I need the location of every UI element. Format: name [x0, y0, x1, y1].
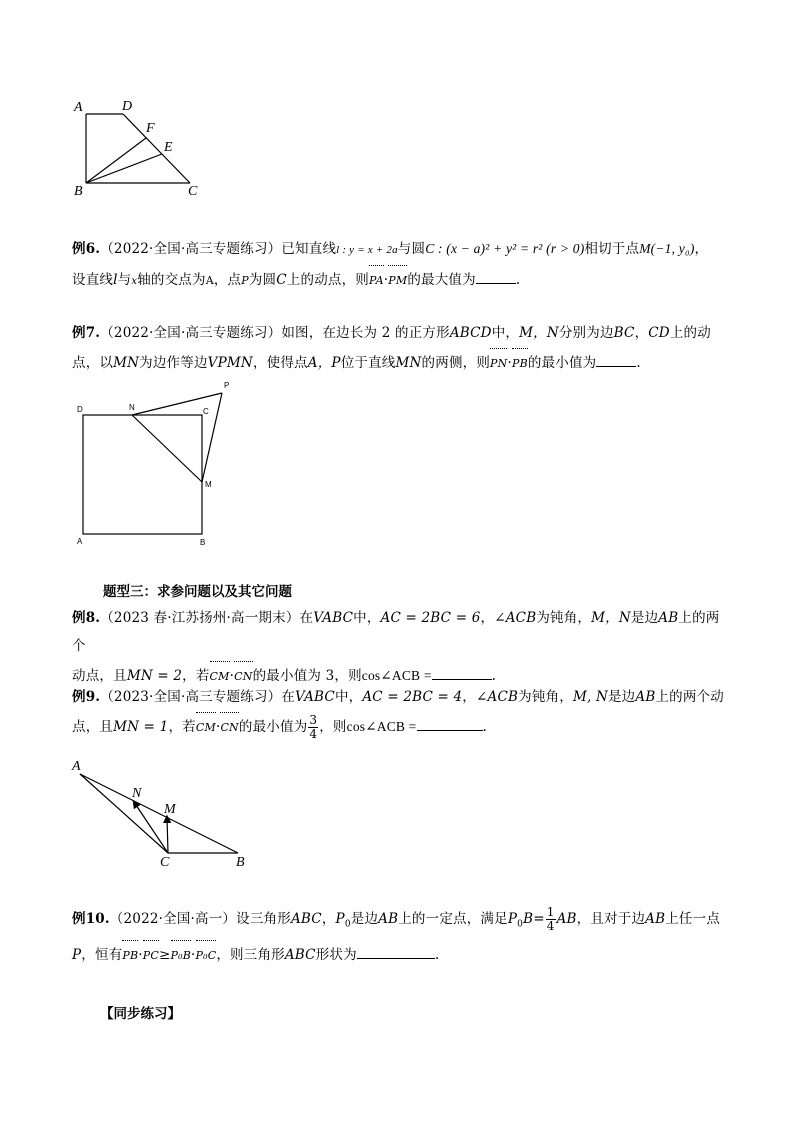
vector-p0c: P₀C — [196, 939, 217, 970]
example-label: 例10 — [72, 911, 105, 927]
example-9: 例9.（2023·全国·高三专题练习）在VABC中，AC = 2BC = 4，∠ACB为钝角，M, N是边AB上的两个动 点，且MN = 1，若CM·CN的最小值为 $\frac{3}{4}$ ，则cos∠ACB = . — [72, 689, 724, 741]
text: 如图，在边长为 2 的正方形 — [281, 325, 450, 341]
text: ，则三角形 — [216, 946, 285, 963]
label-a: A — [74, 100, 83, 115]
source: （2022·全国·高一） — [109, 911, 237, 927]
text: ，若 — [168, 719, 196, 735]
example-label: 例6 — [72, 241, 96, 257]
text: 的最小值为 — [238, 719, 308, 735]
var: AB — [658, 610, 679, 626]
text: 设三角形 — [236, 911, 291, 927]
circle-eq: C : (x − a)² + y² = r² (r > 0) — [425, 241, 585, 256]
var: AB — [378, 911, 399, 927]
angle: ∠ACB — [476, 689, 519, 705]
text: 在 — [281, 689, 296, 705]
var: MN — [113, 355, 140, 371]
example-label: 例7 — [72, 325, 96, 341]
var: ABC — [290, 911, 322, 927]
equation: B= — [523, 911, 545, 927]
var: A — [205, 274, 214, 287]
text: ， — [694, 241, 709, 257]
text: ， — [634, 325, 649, 341]
text: . — [515, 272, 521, 288]
segment-be — [86, 154, 162, 183]
text: ，则 — [319, 719, 347, 735]
label-d: D — [77, 405, 83, 414]
var: VPMN — [207, 355, 253, 371]
text: 位于直线 — [340, 355, 396, 371]
var: M，N — [591, 610, 631, 626]
text: 点，且 — [72, 719, 114, 735]
fraction-three-quarters — [308, 714, 318, 741]
fraction-one-quarter — [546, 906, 556, 933]
equation: MN = 1 — [113, 719, 169, 735]
text: 轴的交点为 — [137, 272, 206, 288]
figure-triangle — [68, 758, 258, 873]
var: AB — [635, 689, 656, 705]
var: P — [507, 911, 518, 927]
text: 中， — [334, 689, 363, 705]
sync-practice-heading: 【同步练习】 — [100, 1006, 181, 1022]
subscript: 0 — [344, 919, 351, 930]
label-b: B — [236, 855, 245, 870]
example-10: 例10.（2022·全国·高一）设三角形ABC，$P_0$是边AB上的一定点，满足$P_0B=$ $\frac{1}{4}$ AB，且对于边AB上任一点 P，恒有PB·PC≥P₀B·P₀C，则三角形ABC形状为 . — [72, 905, 732, 970]
text: 中， — [491, 325, 520, 341]
edge-ac — [80, 774, 168, 853]
angle: ∠ACB — [494, 610, 537, 626]
equation: AC = 2BC = 6 — [380, 610, 481, 626]
label-p: P — [224, 381, 230, 390]
square-diagram — [72, 378, 242, 550]
equation: AC = 2BC = 4 — [362, 689, 463, 705]
source: （2023 春·江苏扬州·高一期末） — [100, 610, 300, 626]
segment-bf — [86, 138, 146, 183]
answer-blank[interactable] — [417, 716, 483, 731]
text: 上的一定点，满足 — [398, 911, 508, 927]
text: . — [434, 946, 440, 963]
answer-blank[interactable] — [357, 944, 435, 959]
example-7: 例7.（2022·全国·高三专题练习）如图，在边长为 2 的正方形ABCD中，M，N分别为边BC，CD上的动 点，以MN为边作等边VPMN，使得点A，P位于直线MN的两侧，则PN·PB的最小值为 . — [72, 319, 732, 378]
text: 的最小值为 3，则 — [252, 668, 362, 684]
denominator: 4 — [309, 727, 318, 741]
text: 分别为边 — [558, 325, 614, 341]
ge-sign: ≥ — [159, 946, 171, 963]
label-n: N — [129, 403, 135, 412]
text: 为钝角， — [518, 689, 573, 705]
text: . — [636, 355, 641, 371]
var: P — [335, 911, 345, 927]
vector-cm: CM — [210, 660, 230, 691]
text: 上的动点，则 — [286, 272, 369, 288]
text: ，若 — [182, 668, 210, 684]
text: 点，以 — [72, 355, 114, 371]
numerator: 1 — [546, 905, 555, 919]
var: M，N — [519, 325, 559, 341]
text: 中， — [353, 610, 381, 626]
text: 上的动 — [669, 325, 711, 341]
label-c: C — [188, 184, 198, 199]
text: 的最大值为 — [407, 272, 476, 288]
label-f: F — [146, 121, 155, 136]
label-c: C — [203, 407, 209, 416]
vector-cn: CN — [220, 711, 238, 742]
label-d: D — [122, 99, 133, 114]
text: ， — [480, 610, 495, 626]
text: 上的两个 — [72, 610, 720, 654]
var: C — [276, 272, 287, 288]
segment-nm — [132, 415, 202, 482]
label-a: A — [77, 537, 83, 546]
text: ，且对于边 — [576, 911, 646, 927]
vector-pc: PC — [143, 939, 159, 970]
text: 形状为 — [315, 946, 357, 963]
text: 为钝角， — [536, 610, 592, 626]
denominator: 4 — [546, 919, 555, 933]
var: P — [72, 946, 82, 963]
edge-dc — [123, 114, 190, 183]
vector-p0b: P₀B — [171, 939, 192, 970]
label-e: E — [164, 140, 173, 155]
text: 为边作等边 — [139, 355, 208, 371]
label-m: M — [164, 802, 176, 817]
vector-cm: CM — [196, 711, 216, 742]
var: VABC — [295, 689, 335, 705]
var: CD — [648, 325, 670, 341]
text: ， — [321, 911, 336, 927]
var: A，P — [307, 355, 341, 371]
text: 与圆 — [397, 241, 426, 257]
text: 为圆 — [248, 272, 277, 288]
answer-blank[interactable] — [596, 352, 636, 367]
label-b: B — [74, 184, 83, 199]
section-heading: 题型三：求参问题以及其它问题 — [103, 584, 292, 600]
point-m: M(−1, y₀) — [639, 241, 695, 256]
subscript: 0 — [517, 919, 524, 930]
cos-expr: cos∠ACB = — [361, 668, 432, 683]
source: （2022·全国·高三专题练习） — [100, 325, 282, 341]
text: . — [482, 719, 487, 735]
var: x — [131, 276, 138, 287]
text: 上任一点 — [665, 911, 721, 927]
text: 是边 — [607, 689, 636, 705]
text: 的两侧，则 — [421, 355, 491, 371]
square-abcd — [83, 415, 202, 534]
vector-pm: PM — [388, 264, 407, 295]
example-label: 例9 — [72, 689, 96, 705]
text: 动点，且 — [72, 668, 127, 684]
text: 是边 — [350, 911, 379, 927]
vector-pa: PA — [369, 264, 384, 295]
label-c: C — [160, 855, 170, 870]
cos-expr: cos∠ACB = — [346, 719, 417, 734]
var: l — [113, 272, 118, 288]
text: ，点 — [213, 272, 242, 288]
label-m: M — [205, 480, 212, 489]
var: AB — [556, 911, 577, 927]
text: 已知直线 — [281, 241, 337, 257]
vector-cn: CN — [234, 660, 252, 691]
numerator: 3 — [309, 713, 318, 727]
figure-square — [72, 378, 242, 550]
text: 是边 — [630, 610, 659, 626]
text: 上的两个动 — [655, 689, 724, 705]
var: ABCD — [449, 325, 492, 341]
text: ， — [462, 689, 476, 705]
text: 的最小值为 — [527, 355, 597, 371]
source: （2023·全国·高三专题练习） — [100, 689, 282, 705]
text: . — [491, 668, 497, 684]
var: VABC — [313, 610, 354, 626]
edge-ab — [80, 774, 238, 853]
vector-pn: PN — [490, 347, 507, 378]
answer-blank[interactable] — [432, 665, 492, 680]
text: 与 — [117, 272, 132, 288]
label-a: A — [72, 759, 81, 774]
line-eq: l : y = x + 2a — [336, 244, 398, 256]
text: 设直线 — [72, 272, 114, 288]
answer-blank[interactable] — [476, 269, 516, 284]
text: ，恒有 — [81, 946, 123, 963]
source: （2022·全国·高三专题练习） — [100, 241, 282, 257]
var: BC — [613, 325, 635, 341]
var: M, N — [572, 689, 608, 705]
vector-cm — [167, 817, 168, 853]
equation: MN = 2 — [126, 668, 183, 684]
label-n: N — [132, 786, 142, 801]
text: ，使得点 — [252, 355, 308, 371]
example-label: 例8 — [72, 610, 96, 626]
example-8: 例8.（2023 春·江苏扬州·高一期末）在VABC中，AC = 2BC = 6，∠ACB为钝角，M，N是边AB上的两个 动点，且MN = 2，若CM·CN的最小值为 3，则cos∠ACB = . — [72, 604, 732, 691]
var: MN — [395, 355, 422, 371]
text: 在 — [299, 610, 314, 626]
vector-pb: PB — [122, 939, 138, 970]
vector-pb: PB — [512, 347, 528, 378]
label-b: B — [200, 538, 206, 547]
var: ABC — [284, 946, 316, 963]
figure-trapezoid — [70, 96, 210, 206]
var: AB — [645, 911, 666, 927]
text: 相切于点 — [584, 241, 640, 257]
example-6: 例6.（2022·全国·高三专题练习）已知直线l : y = x + 2a与圆C : (x − a)² + y² = r² (r > 0)相切于点M(−1, y₀)， 设直线l与x轴的交点为A，点P为圆C上的动点，则PA·PM的最大值为 . — [72, 235, 732, 296]
var: P — [241, 274, 249, 287]
